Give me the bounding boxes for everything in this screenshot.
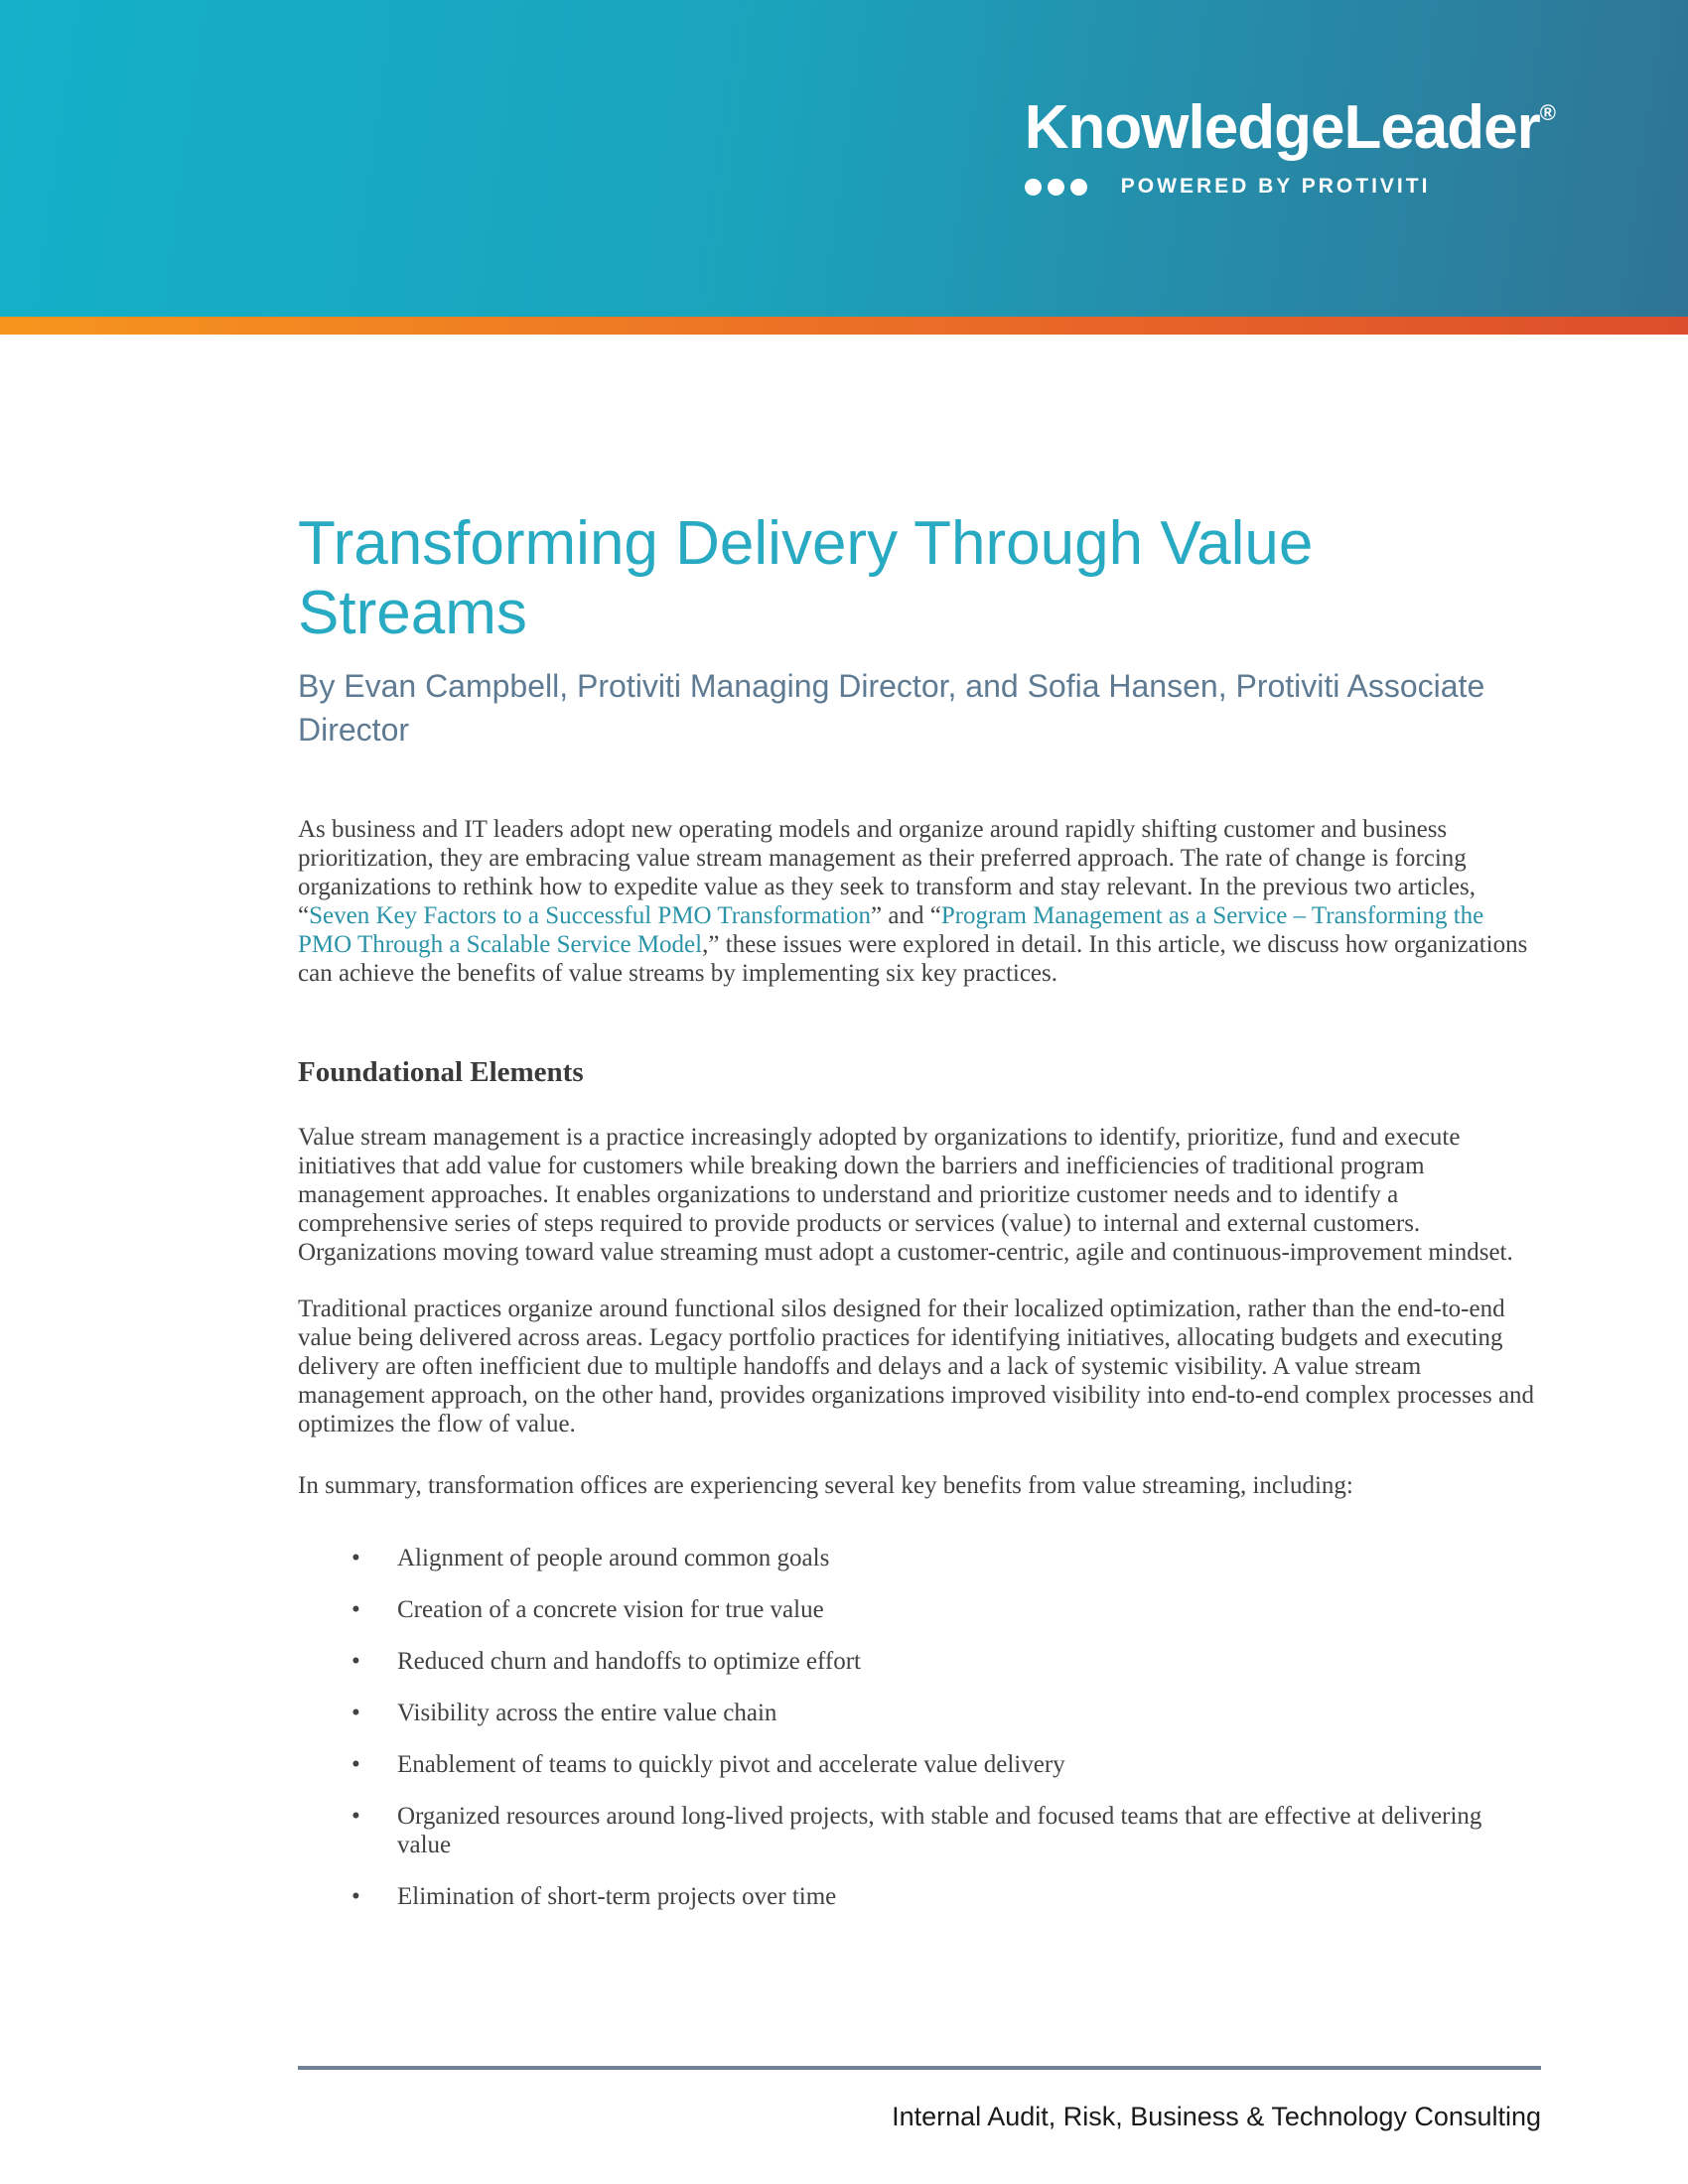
benefits-list [298, 1544, 1541, 1911]
intro-text-3: ,” these issues were explored in detail. In this article, we discuss how organizations can achieve the benefits of value streams by implementing six key practices. [298, 931, 1528, 987]
dot-icon [1025, 179, 1042, 196]
intro-paragraph [298, 815, 1541, 988]
list-item: • Enablement of teams to quickly pivot and accelerate value delivery [397, 1750, 1541, 1779]
brand-name-text: KnowledgeLeader [1024, 93, 1540, 162]
list-item: • Alignment of people around common goals [397, 1544, 1541, 1572]
masthead-banner [0, 0, 1688, 317]
accent-stripe [0, 317, 1688, 335]
list-item: • Creation of a concrete vision for true value [397, 1595, 1541, 1624]
link-seven-key-factors[interactable]: Seven Key Factors to a Successful PMO Transformation [309, 902, 872, 929]
powered-by-tagline: POWERED BY PROTIVITI [1120, 175, 1431, 198]
footer-tagline: Internal Audit, Risk, Business & Technology Consulting [892, 2102, 1541, 2131]
summary-lead-paragraph: In summary, transformation offices are experiencing several key benefits from value streaming, including: [298, 1472, 1353, 1499]
byline: By Evan Campbell, Protiviti Managing Director, and Sofia Hansen, Protiviti Associate Director [298, 668, 1485, 748]
brand-logo [1024, 93, 1556, 199]
link-program-management-service[interactable]: Program Management as a Service – Transforming the PMO Through a Scalable Service Model [298, 902, 1484, 958]
dot-icon [1048, 179, 1064, 196]
list-item: • Elimination of short-term projects over time [397, 1882, 1541, 1911]
page-title: Transforming Delivery Through Value Streams [298, 509, 1314, 647]
footer-divider [298, 2066, 1541, 2070]
section-heading-foundational-elements: Foundational Elements [298, 1056, 584, 1088]
article-content [298, 335, 1541, 1934]
brand-dots-icon [1025, 179, 1093, 196]
intro-text-2: ” and “ [871, 902, 941, 929]
brand-subline [1025, 175, 1556, 199]
list-item: • Visibility across the entire value chain [397, 1699, 1541, 1727]
intro-text-1: As business and IT leaders adopt new operating models and organize around rapidly shifting customer and business prioritization, they are embracing value stream management as their preferred approach. The rate of change is forcing organizations to rethink how to expedite value as they seek to transform and stay relevant. In the previous two articles, “ [298, 816, 1476, 929]
registered-mark: ® [1539, 100, 1556, 125]
body-paragraph: Traditional practices organize around functional silos designed for their localized optimization, rather than the end-to-end value being delivered across areas. Legacy portfolio practices for identifying initiatives, allocating budgets and executing delivery are often inefficient due to multiple handoffs and delays and a lack of systemic visibility. A value stream management approach, on the other hand, provides organizations improved visibility into end-to-end complex processes and optimizes the flow of value. [298, 1296, 1535, 1437]
knowledgeleader-logo [1024, 93, 1556, 162]
dot-icon [1070, 179, 1087, 196]
list-item: • Reduced churn and handoffs to optimize effort [397, 1647, 1541, 1676]
body-paragraph: Value stream management is a practice increasingly adopted by organizations to identify, prioritize, fund and execute initiatives that add value for customers while breaking down the barriers and inefficiencies of traditional program management approaches. It enables organizations to understand and prioritize customer needs and to identify a comprehensive series of steps required to provide products or services (value) to internal and external customers. Organizations moving toward value streaming must adopt a customer-centric, agile and continuous-improvement mindset. [298, 1124, 1513, 1266]
list-item: • Organized resources around long-lived projects, with stable and focused teams that are effective at delivering value [397, 1802, 1541, 1859]
